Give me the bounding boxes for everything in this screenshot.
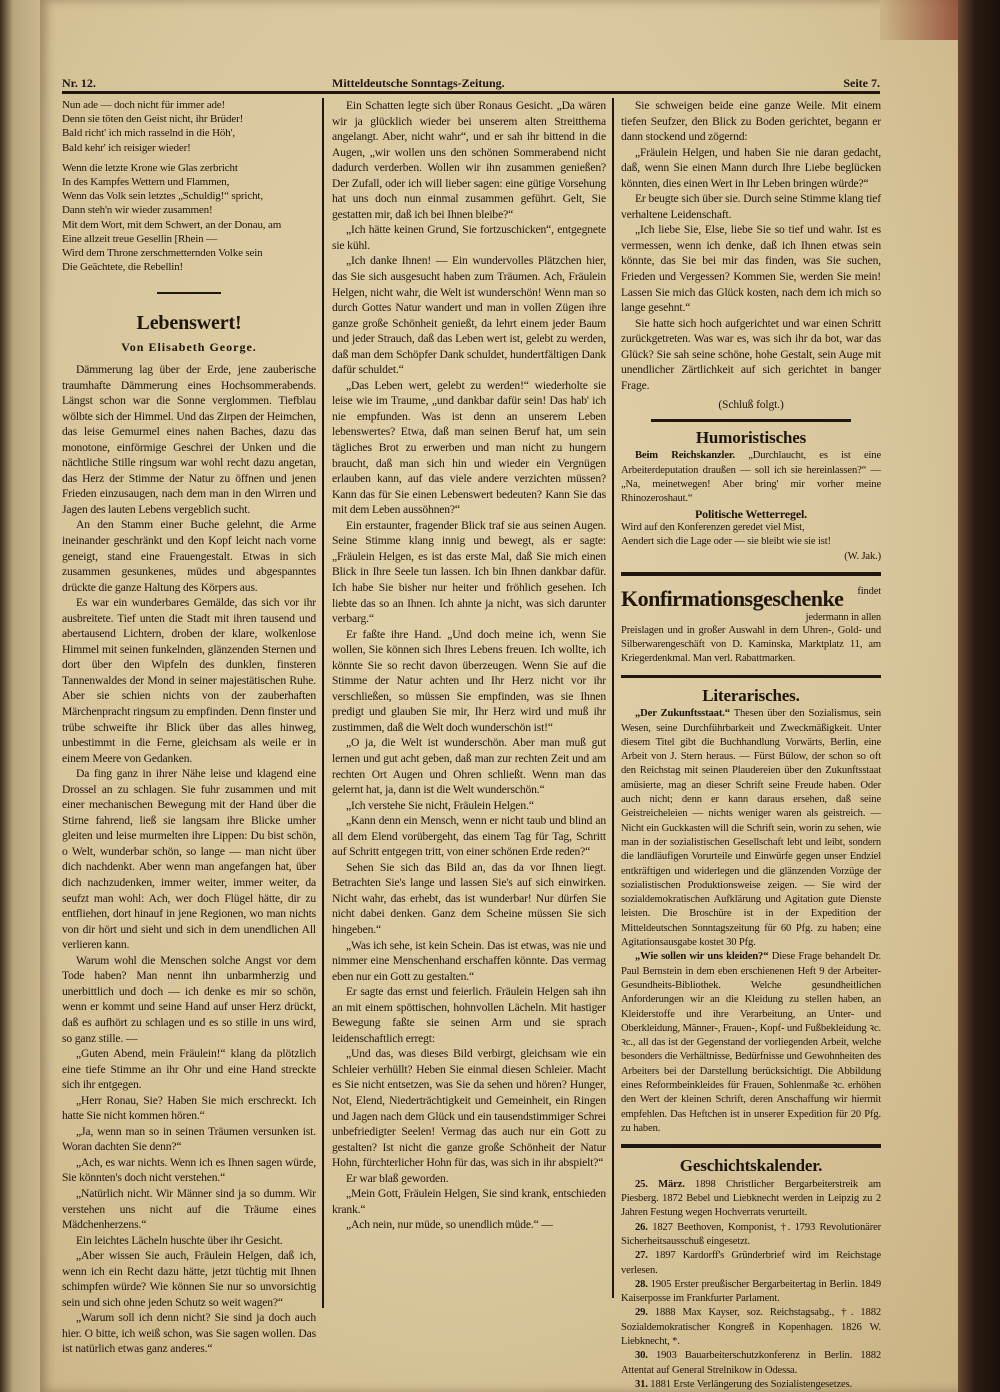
story-paragraph: „Aber wissen Sie auch, Fräulein Helgen, daß ich, wenn ich ein Recht dazu hätte, jetzt tüchtig mit Ihnen schimpfen würde? Wie können Sie nur so unvorsichtig sein und sich ohne jeden Schutz so weit wagen?“ bbox=[62, 1249, 316, 1309]
story-paragraph: Sehen Sie sich das Bild an, das da vor Ihnen liegt. Betrachten Sie's lange und lassen Sie's auf sich einwirken. Nicht wahr, das erhebt, das ist wunderbar! Nur dürfen Sie nicht dabei denken. Ganz dem Scheine müssen Sie sich hingeben.“ bbox=[332, 860, 606, 936]
story-paragraph: Ein Schatten legte sich über Ronaus Gesicht. „Da wären wir ja glücklich wieder bei unserem alten Streitthema angelangt. Aber, nicht wahr“, und er sah ihr bittend in die Augen, „wir wollen uns den schönen Sommerabend nicht dadurch verderben. Wollen wir ihn zusammen genießen? Der Zufall, oder ich will lieber sagen: eine gütige Vorsehung hat uns doch nun einmal zusammen geführt. Gelt, Sie gestatten mir, daß ich bei Ihnen bleibe?“ bbox=[332, 99, 606, 221]
humor-item-title: Beim Reichskanzler. bbox=[635, 450, 735, 462]
adjacent-page-edge bbox=[0, 0, 44, 1392]
divider bbox=[157, 292, 221, 294]
humor-author: (W. Jak.) bbox=[844, 550, 881, 562]
calendar-text: 1897 Kardorff's Gründerbrief wird im Reichstage verlesen. bbox=[621, 1250, 882, 1276]
story-paragraph: Es war ein wunderbares Gemälde, das sich vor ihr ausbreitete. Tief unten die Stadt mit ihren tausend und abertausend Lichtern, droben der klare, wolkenlose Himmel mit seinen funkelnden, glänzenden Sternen und dort über den Wipfeln des dunklen, finsteren Tannenwaldes der Mond in seiner majestätischen Ruhe. Aber sie schien nichts von der zauberhaften Märchenpracht ringsum zu empfinden. Denn finster und trübe schweifte ihr Blick über das alles hinweg, unbestimmt in die Ferne, gleichsam als weile er in einem Meere von Gedanken. bbox=[62, 596, 316, 765]
page-edge-stain bbox=[880, 0, 960, 40]
advertisement bbox=[621, 586, 881, 667]
story-paragraph: „Warum soll ich denn nicht? Sie sind ja doch auch hier. O bitte, ich weiß schon, was Sie sagen wollen. Das ist natürlich etwas ganz anderes.“ bbox=[62, 1311, 316, 1356]
story-paragraph: „Ich danke Ihnen! — Ein wundervolles Plätzchen hier, das Sie sich ausgesucht haben zum Träumen. Ach, Fräulein Helgen, nicht wahr, die Welt ist wunderschön! Wenn man so durch Gottes Natur wandert und man in vollen Zügen ihre ganze große Schönheit genießt, da lehrt einem jeder Baum und jeder Strauch, daß das Leben wert ist, gelebt zu werden, daß man dem Schöpfer Dank schuldet, hundertfältigen Dank dafür schuldet.“ bbox=[332, 254, 606, 377]
story-paragraph: „Ach, es war nichts. Wenn ich es Ihnen sagen würde, Sie könnten's doch nicht verstehen.“ bbox=[62, 1155, 316, 1185]
calendar-date: 31. bbox=[635, 1378, 648, 1390]
poem-line: Nun ade — doch nicht für immer ade! bbox=[62, 99, 226, 111]
continued-note: (Schluß folgt.) bbox=[718, 398, 784, 412]
story-paragraph: „Herr Ronau, Sie? Haben Sie mich erschreckt. Ich hatte Sie nicht kommen hören.“ bbox=[62, 1093, 316, 1123]
column-1 bbox=[62, 98, 316, 1357]
story-paragraph: Sie schweigen beide eine ganze Weile. Mit einem tiefen Seufzer, den Blick zu Boden gerichtet, begann er dann stockend und zögernd: bbox=[621, 99, 881, 144]
story-paragraph: Sie hatte sich hoch aufgerichtet und war einen Schritt zurückgetreten. Was war es, was sich ihr da bot, war das Glück? Sie sah seine schöne, hohe Gestalt, sein Auge mit unendlicher Zärtlichkeit auf sich gerichtet in banger Frage. bbox=[621, 316, 881, 392]
story-paragraph: „Ich hätte keinen Grund, Sie fortzuschicken“, entgegnete sie kühl. bbox=[332, 223, 606, 252]
story-paragraph: „Das Leben wert, gelebt zu werden!“ wiederholte sie leise wie im Traume, „und dankbar dafür sein! Das hab' ich nie empfunden. Was ist denn an unserem Leben lebenswertes? Etwa, daß man seinen Beruf hat, um sein tägliches Brot zu erwerben und man nicht zu hungern braucht, daß man sich hin und wieder ein Vergnügen erlauben kann, auf das viele andere verzichten müssen? Kann das für Sie einen Lebenswert bedeuten? Kann Sie das mit dem Leben aussöhnen?“ bbox=[332, 378, 606, 517]
literary-item-text: Diese Frage behandelt Dr. Paul Bernstein in dem eben erschienenen Heft 9 der Arbeiter-Gesundheits-Bibliothek. Welche gesundheitlichen Anforderungen wir an die Kleidung zu stellen haben, an Kleiderstoffe und ihre Verarbeitung, an Unter- und Oberkleidung, Männer-, Frauen-, Kopf- und Fußbekleidung ꝛc. ꝛc., all das ist der Gegenstand der vorliegenden Arbeit, welche besonders die Verhältnisse, Bedürfnisse und Gewohnheiten des Arbeiters bei der Darstellung berücksichtigt. Die Abbildung eines Reformbeinkleides für Frauen, Sohlenmaße ꝛc. erhöhen den Wert der kleinen Schrift, deren Anschaffung wir hiermit empfehlen. Das Heftchen ist in unserer Expedition für 20 Pfg. zu haben. bbox=[621, 951, 882, 1134]
divider bbox=[621, 675, 881, 678]
calendar-text: 1881 Erste Verlängerung des Sozialistengesetzes. bbox=[650, 1378, 853, 1390]
poem-line: Mit dem Wort, mit dem Schwert, an der Donau, am bbox=[62, 218, 282, 231]
calendar-date: 26. bbox=[635, 1221, 648, 1233]
story-paragraph: An den Stamm einer Buche gelehnt, die Arme ineinander geschränkt und den Kopf leicht nach vorne geneigt, stand eine Frauengestalt. Etwas in sich zusammen gesunkenes, müdes und abgespanntes drückte die ganze Haltung des Körpers aus. bbox=[62, 518, 316, 594]
poem-line: Bald richt' ich mich rasselnd in die Höh', bbox=[62, 127, 236, 140]
story-paragraph: „Natürlich nicht. Wir Männer sind ja so dumm. Wir verstehen uns nicht auf die Träume eines Mädchenherzens.“ bbox=[62, 1186, 316, 1232]
ad-text: Preislagen und in großer Auswahl in dem Uhren-, Gold- und Silberwarengeschäft von D. Kaminska, Marktplatz 11, am Kriegerdenkmal. Man verl. Rabattmarken. bbox=[621, 624, 881, 665]
calendar-date: 29. bbox=[635, 1307, 648, 1319]
story-byline: Von Elisabeth George. bbox=[121, 340, 257, 355]
humor-verse-line: Wird auf den Konferenzen geredet viel Mist, bbox=[621, 521, 805, 533]
ad-side-text: findet jedermann in allen bbox=[805, 585, 881, 623]
literary-item-title: „Wie sollen wir uns kleiden?“ bbox=[635, 951, 769, 963]
divider bbox=[621, 572, 881, 576]
book-binding bbox=[958, 0, 1000, 1392]
literary-title: Literarisches. bbox=[702, 685, 800, 705]
story-paragraph: „Mein Gott, Fräulein Helgen, Sie sind krank, entschieden krank.“ bbox=[332, 1187, 606, 1216]
newspaper-title: Mitteldeutsche Sonntags-Zeitung. bbox=[332, 76, 505, 90]
story-paragraph: Er war blaß geworden. bbox=[346, 1171, 449, 1185]
poem-line: Wenn das Volk sein letztes „Schuldig!“ spricht, bbox=[62, 190, 263, 203]
header-rule bbox=[62, 91, 880, 94]
story-paragraph: Er sagte das ernst und feierlich. Fräulein Helgen sah ihn an mit einem spöttischen, hohnvollen Lächeln. Mit hastiger Bewegung faßte sie seinen Arm und sie sprach leidenschaftlich erregt: bbox=[332, 985, 606, 1045]
issue-number: Nr. 12. bbox=[62, 76, 96, 90]
poem-line: Die Geächtete, die Rebellin! bbox=[62, 261, 184, 274]
calendar-entry bbox=[621, 1221, 881, 1250]
ad-title: Konfirmationsgeschenke bbox=[621, 585, 844, 611]
poem bbox=[62, 98, 316, 274]
page-header bbox=[62, 76, 880, 90]
story-text-col2 bbox=[332, 98, 606, 1233]
story-paragraph: Er faßte ihre Hand. „Und doch meine ich, wenn Sie wollen, Sie können sich Ihres Lebens freuen. Ich wollte, ich könnte Sie so recht davon überzeugen. Wenn Sie auf die Stimme der Natur achten und Ihr Herz nicht vor ihr verschließen, so müssen Sie empfinden, was sie Ihnen predigt und glauben Sie mir, Ihr Herz wird und muß ihr zustimmen, daß die Welt doch wunderschön ist!“ bbox=[332, 627, 606, 734]
story-paragraph: Warum wohl die Menschen solche Angst vor dem Tode haben? Man nennt ihn unbarmherzig und unerbittlich und doch — ich denke es mir so schön, wenn er kommt und seine Hand auf unser Herz drückt, daß es aufhört zu schlagen und es so stille in uns wird, so ganz stille. — bbox=[62, 953, 316, 1045]
column-divider bbox=[612, 98, 614, 1298]
story-paragraph: Ein erstaunter, fragender Blick traf sie aus seinen Augen. Seine Stimme klang innig und bewegt, als er sagte: „Fräulein Helgen, es ist das erste Mal, daß Sie mich einen Blick in Ihre Seele tun lassen. Ich bin Ihnen dankbar dafür. Ich habe Sie bisher nur heiter und fröhlich gesehen. Ich liebte das so an Ihnen. Ich ahnte ja nicht, was sich darunter verbarg.“ bbox=[332, 518, 606, 626]
story-paragraph: „Ich verstehe Sie nicht, Fräulein Helgen.“ bbox=[346, 798, 534, 812]
calendar-text: 1888 Max Kayser, soz. Reichstagsabg., †. 1882 Sozialdemokratischer Kongreß in Kopenhagen. 1826 W. Liebknecht, *. bbox=[621, 1307, 881, 1348]
story-paragraph: Er beugte sich über sie. Durch seine Stimme klang tief verhaltene Leidenschaft. bbox=[621, 192, 881, 221]
story-paragraph: „Und das, was dieses Bild verbirgt, gleichsam wie ein Schleier verhüllt? Heben Sie einmal diesen Schleier. Macht es Sie nicht entsetzen, was Sie da sehen und hören? Hunger, Not, Elend, Niederträchtigkeit und Gemeinheit, ein Ringen und Jagen nach dem Glück und ein tausendstimmiger Schrei unbefriedigter Seelen! Vermag das auch nur ein Gott zu gestalten? Ist nicht die ganze große Schönheit der Natur Hohn, fürchterlicher Hohn für das, was sich in ihr abspielt?“ bbox=[332, 1047, 606, 1170]
calendar-entries bbox=[621, 1178, 881, 1392]
calendar-text: 1827 Beethoven, Komponist, †. 1793 Revolutionärer Sicherheitsausschuß eingesetzt. bbox=[621, 1221, 882, 1247]
humor-title: Humoristisches bbox=[695, 427, 807, 447]
calendar-title: Geschichtskalender. bbox=[679, 1156, 823, 1176]
story-paragraph: „Ich liebe Sie, Else, liebe Sie so tief und wahr. Ist es vermessen, wenn ich denke, daß ich Ihnen etwas sein könnte, das Sie bei mir das finden, was Sie suchen, Frieden und Vergessen? Kommen Sie, werden Sie mein! Lassen Sie mich das Glück kosten, nach dem ich mich so lange gesehnt.“ bbox=[621, 223, 881, 315]
column-3 bbox=[621, 98, 881, 1392]
humor-item-title: Politische Wetterregel. bbox=[694, 506, 808, 521]
story-text-col1 bbox=[62, 362, 316, 1357]
story-paragraph: Da fing ganz in ihrer Nähe leise und klagend eine Drossel an zu schlagen. Sie fuhr zusammen und mit einer mechanischen Bewegung mit der Hand über die Stirne fahrend, ließ sie langsam ihre Blicke umher gleiten und leise murmelten ihre Lippen: Du bist schön, o Welt, wunderbar schön, so lange — man nicht über dich nachdenkt. Aber wenn man angefangen hat, über dich nachzudenken, immer weiter, immer weiter, da seufzt man wohl: Ach, wer doch Flügel hätte, dir zu entfliehen, dort hinauf in jene Regionen, wo man nichts von dir hört und sieht und sich in dem unendlichen All verlieren kann. bbox=[62, 767, 316, 952]
poem-line: Dann steh'n wir wieder zusammen! bbox=[62, 204, 213, 217]
calendar-entry bbox=[621, 1378, 881, 1392]
calendar-entry bbox=[621, 1249, 881, 1278]
literary-item-text: Thesen über den Sozialismus, sein Wesen, seine Durchführbarkeit und Zweckmäßigkeit. Unter diesem Titel gibt die Buchhandlung Vorwärts, Berlin, eine Arbeit von J. Stern heraus. — Fürst Bülow, der schon so oft den Reichstag mit seinen Plaudereien über den Zukunftsstaat amüsierte, mag an dieser Schrift seine Freude haben. Oder auch nicht; denn er kann daraus ersehen, daß seine Geistreicheleien — nichts weniger waren als geistreich. — Nicht ein Guckkasten will die Schrift sein, worin zu sehen, wie man in der sozialistischen Gesellschaft lebt und leibt, sondern die landläufigen Vorurteile und Einwürfe gegen unser Endziel entkräftigen und widerlegen und die glänzenden Vorzüge der sozialistischen Produktionsweise zeigen. — Sie wird der sozialdemokratischen Aufklärung und Agitation gute Dienste leisten. Die Broschüre ist in der Expedition der Mitteldeutschen Sonntagszeitung für 60 Pfg. zu haben; eine Agitationsausgabe kostet 30 Pfg. bbox=[621, 708, 882, 949]
calendar-text: 1898 Christlicher Bergarbeiterstreik am Piesberg. 1872 Bebel und Liebknecht werden in Leipzig zu 2 Jahren Festung wegen Hochverrats verurteilt. bbox=[621, 1178, 882, 1219]
page-number: Seite 7. bbox=[843, 76, 880, 90]
humor-item-text: „Durchlaucht, es ist eine Arbeiterdeputation draußen — soll ich sie hereinlassen?“ — „Na, meinetwegen! Aber bring' mir vorher meine Rhinozeroshaut.“ bbox=[621, 450, 882, 505]
story-paragraph: „Ach nein, nur müde, so unendlich müde.“ — bbox=[346, 1218, 553, 1232]
calendar-entry bbox=[621, 1306, 881, 1349]
story-title: Lebenswert! bbox=[136, 312, 242, 335]
story-paragraph: „O ja, die Welt ist wunderschön. Aber man muß gut lernen und gut acht geben, daß man zur rechten Zeit und am rechten Ort Augen und Ohren schließt. Wenn man das gelernt hat, ja, dann ist die Welt wunderschön.“ bbox=[332, 736, 606, 797]
calendar-entry bbox=[621, 1278, 881, 1307]
calendar-text: 1905 Erster preußischer Bergarbeitertag in Berlin. 1849 Kaiserposse im Frankfurter Parlament. bbox=[621, 1278, 881, 1305]
poem-line: In des Kampfes Wettern und Flammen, bbox=[62, 176, 230, 189]
column-divider bbox=[322, 98, 324, 1308]
humor-verse-line: Aendert sich die Lage oder — sie bleibt wie sie ist! bbox=[621, 536, 831, 548]
story-paragraph: „Kann denn ein Mensch, wenn er nicht taub und blind an all dem Elend vorübergeht, das einem Tag für Tag, Schritt auf Schritt entgegen tritt, von einer schönen Erde reden?“ bbox=[332, 814, 606, 859]
poem-stanza bbox=[62, 98, 316, 155]
poem-line: Wenn die letzte Krone wie Glas zerbricht bbox=[62, 161, 238, 174]
column-2 bbox=[332, 98, 606, 1233]
poem-line: Eine allzeit treue Gesellin [Rhein — bbox=[62, 232, 217, 245]
calendar-date: 30. bbox=[635, 1350, 648, 1362]
calendar-date: 27. bbox=[635, 1250, 648, 1262]
poem-stanza bbox=[62, 161, 316, 275]
divider bbox=[621, 1144, 881, 1148]
story-text-col3 bbox=[621, 98, 881, 393]
calendar-text: 1903 Bauarbeiterschutzkonferenz in Berlin. 1882 Attentat auf General Strelnikow in Odessa. bbox=[621, 1350, 881, 1376]
story-paragraph: „Guten Abend, mein Fräulein!“ klang da plötzlich eine tiefe Stimme an ihr Ohr und eine Hand streckte sich ihr entgegen. bbox=[62, 1047, 316, 1092]
calendar-date: 25. März. bbox=[635, 1178, 685, 1190]
story-paragraph: „Fräulein Helgen, und haben Sie nie daran gedacht, daß, wenn Sie einen Mann durch Ihre Liebe beglücken könnten, dies einen Wert in Ihr Leben bringen würde?“ bbox=[621, 145, 881, 190]
story-paragraph: „Ja, wenn man so in seinen Träumen versunken ist. Woran dachten Sie denn?“ bbox=[62, 1124, 316, 1154]
poem-line: Bald kehr' ich reisiger wieder! bbox=[62, 141, 191, 154]
poem-line: Wird dem Throne zerschmetternden Volke sein bbox=[62, 247, 263, 260]
literary-item-title: „Der Zukunftsstaat.“ bbox=[635, 708, 730, 720]
story-paragraph: Dämmerung lag über der Erde, jene zauberische traumhafte Dämmerung eines Hochsommerabends. Längst schon war die Sonne verglommen. Tiefblau wölbte sich der Himmel. Und das Zirpen der Heimchen, das leise Gemurmel eines nahen Baches, dazu das monotone, einförmige Geschrei der Unken und die nächtliche Stille ringsum war wohl recht dazu angetan, das Herz der Stimme der Natur zu öffnen und jenen Frieden einzusaugen, nach dem man in den Wirren und Jagen des lauten Lebens vergeblich sucht. bbox=[62, 362, 316, 516]
calendar-date: 28. bbox=[635, 1278, 648, 1290]
story-paragraph: „Was ich sehe, ist kein Schein. Das ist etwas, was nie und nimmer eine Menschenhand erschaffen könnte. Das vermag eben nur ein Gott zu gestalten.“ bbox=[332, 938, 606, 983]
calendar-entry bbox=[621, 1178, 881, 1221]
calendar-entry bbox=[621, 1349, 881, 1378]
divider bbox=[651, 419, 851, 422]
poem-line: Denn sie töten den Geist nicht, ihr Brüder! bbox=[62, 113, 244, 126]
story-paragraph: Ein leichtes Lächeln huschte über ihr Gesicht. bbox=[76, 1233, 283, 1247]
